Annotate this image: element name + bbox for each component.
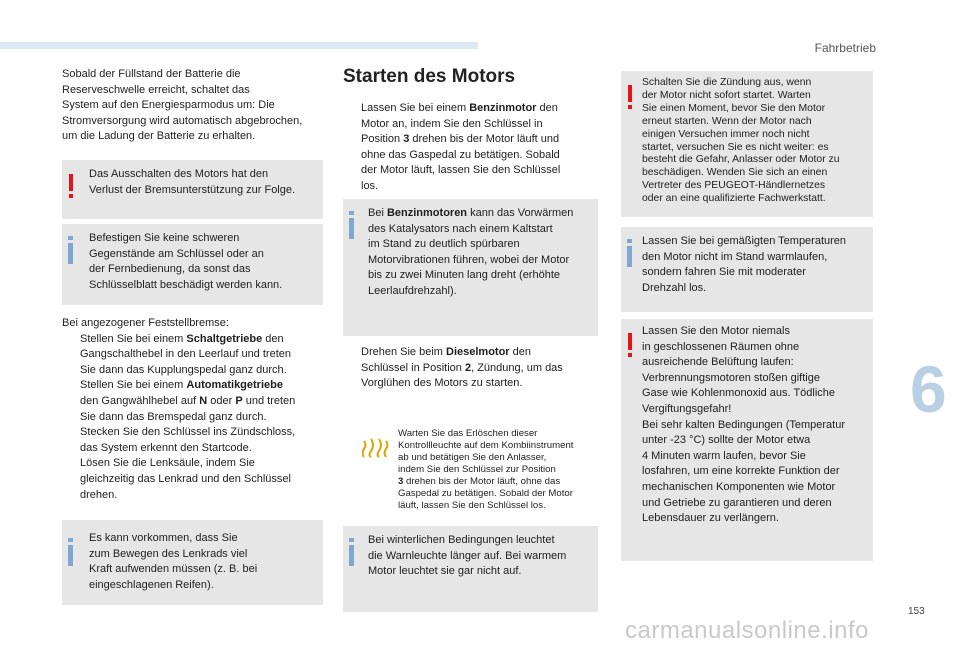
warning-icon: [628, 85, 632, 109]
info-box-steering: Es kann vorkommen, dass Sie zum Bewegen des Lenkrads viel Kraft aufwenden müssen (z. B. bei eingeschlagenen Reifen).: [62, 520, 323, 605]
preheating-lamp-icon: [362, 435, 390, 459]
info-icon: [349, 538, 354, 566]
info-box-warmup: Lassen Sie bei gemäßigten Temperaturen den Motor nicht im Stand warmlaufen, sondern fahren Sie mit moderater Drehzahl los.: [621, 227, 873, 312]
list-item: Lösen Sie die Lenksäule, indem Sie gleichzeitig das Lenkrad und den Schlüssel drehen.: [80, 457, 291, 501]
list-item: Stecken Sie den Schlüssel ins Zündschloss, das System erkennt den Startcode.: [80, 426, 296, 454]
info-box-key: Befestigen Sie keine schweren Gegenstände am Schlüssel oder an der Fernbedienung, da sonst das Schlüsselblatt beschädigt werden kann.: [62, 224, 323, 305]
list-item: Stellen Sie bei einem Schaltgetriebe den Gangschalthebel in den Leerlauf und treten Sie dann das Kupplungspedal ganz durch.: [80, 332, 291, 376]
section-title: Fahrbetrieb: [814, 41, 876, 55]
intro-text: Sobald der Füllstand der Batterie die Reserveschwelle erreicht, schaltet das System auf den Energiesparmodus um: Die Stromversorgung wird automatisch abgebrochen, um die Ladung der Batterie zu erhalten.: [62, 68, 303, 143]
lamp-note: Warten Sie das Erlöschen dieser Kontrollleuchte auf dem Kombiinstrument ab und betätigen Sie den Anlasser, indem Sie den Schlüssel zur Position 3 drehen bis der Motor läuft, ohne das Gaspedal zu betätigen. Sobald der Motor läuft, lassen Sie den Schlüssel los.: [398, 428, 574, 511]
warning-icon: [628, 333, 632, 357]
warning-box-brake-assist: Das Ausschalten des Motors hat den Verlust der Bremsunterstützung zur Folge.: [62, 160, 323, 219]
list-item: Lassen Sie bei einem Benzinmotor den Motor an, indem Sie den Schlüssel in Position 3 drehen bis der Motor läuft und ohne das Gaspedal zu betätigen. Sobald der Motor läuft, lassen Sie den Schlüssel los.: [361, 102, 561, 192]
header-bar: [0, 42, 478, 49]
info-icon: [349, 211, 354, 239]
info-box-winter: Bei winterlichen Bedingungen leuchtet die Warnleuchte länger auf. Bei warmem Motor leuchtet sie gar nicht auf.: [343, 526, 598, 612]
list-item: Stellen Sie bei einem Automatikgetriebe den Gangwählhebel auf N oder P und treten Sie dann das Bremspedal ganz durch.: [80, 379, 296, 423]
info-box-catalyst: Bei Benzinmotoren kann das Vorwärmen des Katalysators nach einem Kaltstart im Stand zu deutlich spürbaren Motorvibrationen führen, wobei der Motor bis zu zwei Minuten lang dreht (erhöhte Leerlaufdrehzahl).: [343, 199, 598, 336]
petrol-start: [343, 101, 598, 195]
page-number: 153: [908, 606, 925, 617]
page-title: Starten des Motors: [343, 66, 516, 87]
info-icon: [68, 538, 73, 566]
warning-box-restart: Schalten Sie die Zündung aus, wenn der Motor nicht sofort startet. Warten Sie einen Moment, bevor Sie den Motor erneut starten. Wenn der Motor nach einigen Versuchen immer noch nicht startet, versuchen Sie es nicht weiter: es besteht die Gefahr, Anlasser oder Motor zu beschädigen. Wenden Sie sich an einen Vertreter des PEUGEOT-Händlernetzes oder an eine qualifizierte Fachwerkstatt.: [621, 71, 873, 217]
list-item: Drehen Sie beim Dieselmotor den Schlüssel in Position 2, Zündung, um das Vorglühen des Motors zu starten.: [361, 346, 563, 390]
warning-box-ventilation: Lassen Sie den Motor niemals in geschlossenen Räumen ohne ausreichende Belüftung laufen: Verbrennungsmotoren stoßen giftige Gase wie Kohlenmonoxid aus. Tödliche Vergiftungsgefahr! Bei sehr kalten Bedingungen (Temperatur unter -23 °C) sollte der Motor etwa 4 Minuten warm laufen, bevor Sie losfahren, um eine korrekte Funktion der mechanischen Komponenten wie Motor und Getriebe zu garantieren und deren Lebensdauer zu verlängern.: [621, 319, 873, 561]
brake-procedure: Bei angezogener Feststellbremse: Stellen Sie bei einem Schaltgetriebe den Gangschalthebel in den Leerlauf und treten Sie dann das Kupplungspedal ganz durch. Stellen Sie bei einem Automatikgetriebe den Gangwählhebel auf N oder P und treten Sie dann das Bremspedal ganz durch. Stecken Sie den Schlüssel ins Zündschloss, das System erkennt den Startcode. Lösen Sie die Lenksäule, indem Sie gleichzeitig das Lenkrad und den Schlüssel drehen.: [62, 316, 324, 503]
diesel-start: [343, 345, 598, 392]
watermark: carmanualsonline.info: [625, 617, 869, 644]
info-icon: [68, 236, 73, 264]
warning-icon: [69, 174, 73, 198]
chapter-number: 6: [910, 352, 947, 426]
info-icon: [627, 239, 632, 267]
